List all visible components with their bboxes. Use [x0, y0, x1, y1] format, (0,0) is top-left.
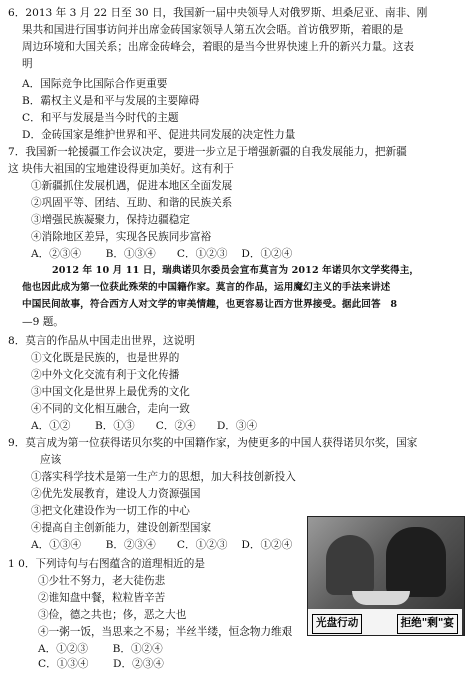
q6-option-c: C．和平与发展是当今时代的主题: [22, 112, 179, 124]
q10-item-4: ④一粥一饭，当思来之不易；半丝半缕，恒念物力维艰: [38, 626, 293, 638]
q9-stem-line-1: 9．莫言成为第一位获得诺贝尔奖的中国籍作家，为使更多的中国人获得诺贝尔奖，国家: [8, 437, 418, 449]
mo-passage-line-1: 2012 年 10 月 11 日，瑞典诺贝尔委员会宣布莫言为 2012 年诺贝尔文学奖得主，: [52, 265, 420, 276]
q10-item-2: ②谁知盘中餐，粒粒皆辛苦: [38, 592, 166, 604]
q6-option-d: D．金砖国家是维护世界和平、促进共同发展的决定性力量: [22, 129, 296, 141]
q9-stem-line-2: 应该: [40, 454, 62, 466]
q9-answers: A．①③④ B．②③④ C．①②③ D．①②④: [31, 539, 293, 551]
photo-caption-left: 光盘行动: [312, 614, 362, 634]
q10-item-3: ③俭，德之共也；侈，恶之大也: [38, 609, 187, 621]
q10-answers-1: A．①②③ B．①②④: [38, 643, 163, 655]
q10-item-1: ①少壮不努力，老大徒伤悲: [38, 575, 166, 587]
q6-option-b: B．霸权主义是和平与发展的主要障碍: [22, 95, 200, 107]
q8-item-2: ②中外文化交流有利于文化传播: [31, 369, 180, 381]
q10-stem: 1 0．下列诗句与右图蕴含的道理相近的是: [8, 558, 205, 570]
q7-item-2: ②巩固平等、团结、互助、和谐的民族关系: [31, 197, 233, 209]
q8-item-3: ③中国文化是世界上最优秀的文化: [31, 386, 190, 398]
q10-answers-2: C．①③④ D．②③④: [38, 658, 164, 670]
photo-caption-right: 拒绝"剩"宴: [397, 614, 458, 634]
q7-item-3: ③增强民族凝聚力，保持边疆稳定: [31, 214, 190, 226]
q9-item-1: ①落实科学技术是第一生产力的思想，加大科技创新投入: [31, 471, 296, 483]
q6-stem-line-1: 6．2013 年 3 月 22 日至 30 日，我国新一届中央领导人对俄罗斯、坦桑尼亚、南非、刚: [8, 7, 428, 19]
q7-stem-line-1: 7．我国新一轮援疆工作会议决定，要进一步立足于增强新疆的自我发展能力，把新疆: [8, 146, 407, 158]
mo-passage-line-4: —9 题。: [22, 316, 64, 328]
q6-option-a: A．国际竞争比国际合作更重要: [22, 78, 168, 90]
mo-passage-line-3: 中国民间故事，符合西方人对文学的审美情趣，也更容易让西方世界接受。据此回答 8: [22, 299, 398, 310]
photo-person-left: [326, 535, 374, 595]
photo-person-right: [386, 527, 446, 597]
q8-answers: A．①② B．①③ C．②④ D．③④: [31, 420, 258, 432]
q7-item-1: ①新疆抓住发展机遇，促进本地区全面发展: [31, 180, 233, 192]
q9-item-4: ④提高自主创新能力，建设创新型国家: [31, 522, 212, 534]
mo-passage-line-2: 他也因此成为第一位获此殊荣的中国籍作家。莫言的作品，运用魔幻主义的手法来讲述: [22, 282, 391, 293]
q8-item-4: ④不同的文化相互融合，走向一致: [31, 403, 190, 415]
q8-stem: 8．莫言的作品从中国走出世界，这说明: [8, 335, 195, 347]
clean-plate-photo: [307, 516, 465, 636]
q7-answers: A．②③④ B．①③④ C．①②③ D．①②④: [31, 248, 293, 260]
q7-item-4: ④消除地区差异，实现各民族同步富裕: [31, 231, 212, 243]
photo-bowl: [352, 591, 410, 605]
q7-stem-line-2: 这 块伟大祖国的宝地建设得更加美好。这有利于: [8, 163, 234, 175]
q9-item-2: ②优先发展教育，建设人力资源强国: [31, 488, 201, 500]
q6-stem-line-4: 明: [22, 58, 33, 70]
q6-stem-line-3: 周边环境和大国关系；出席金砖峰会，着眼的是当今世界快速上升的新兴力量。这表: [22, 41, 414, 53]
photo-caption-bar: [308, 609, 462, 635]
q6-stem-line-2: 果共和国进行国事访问并出席金砖国家领导人第五次会晤。首访俄罗斯，着眼的是: [22, 24, 404, 36]
q8-item-1: ①文化既是民族的，也是世界的: [31, 352, 180, 364]
q9-item-3: ③把文化建设作为一切工作的中心: [31, 505, 190, 517]
